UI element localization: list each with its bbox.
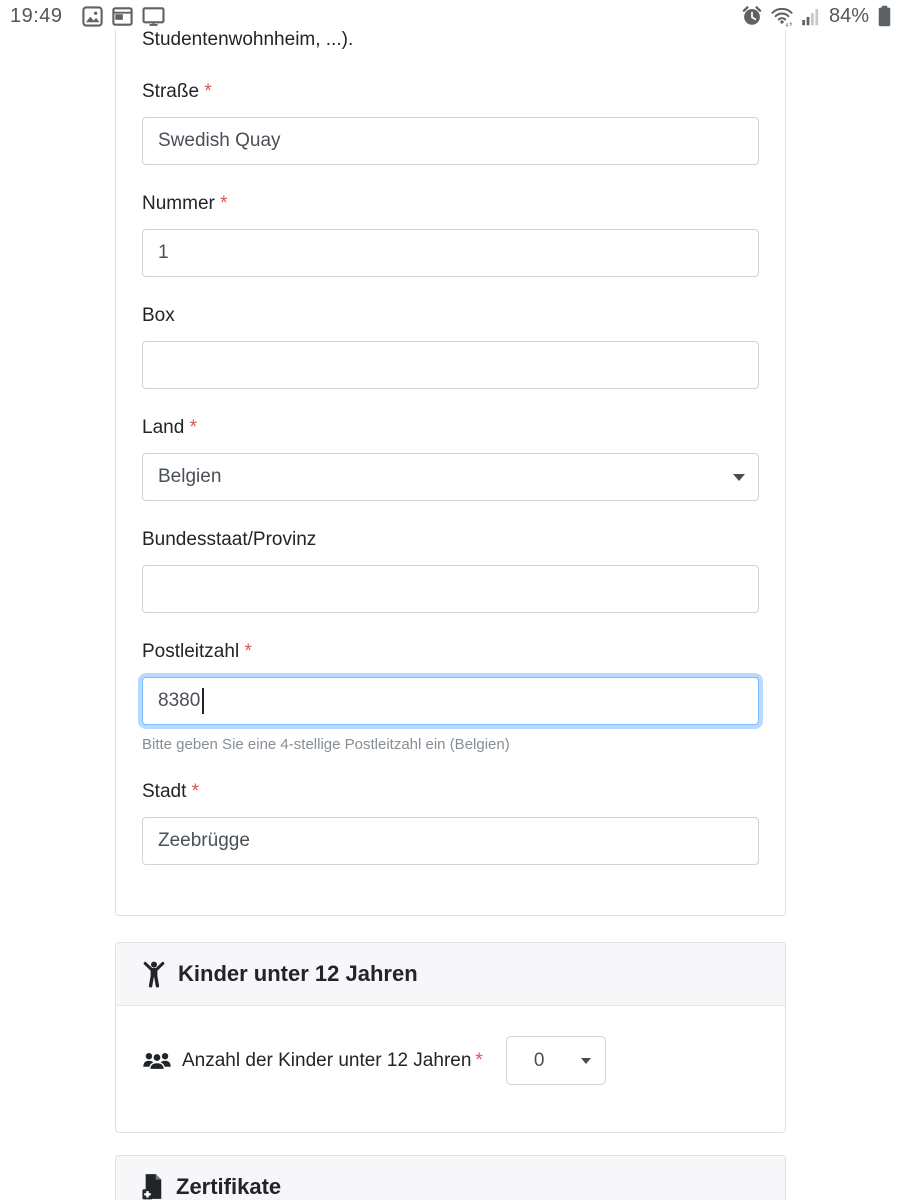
- certificates-card: [115, 1155, 786, 1200]
- chevron-down-icon: [581, 1058, 591, 1064]
- children-card-header: [116, 943, 785, 1006]
- city-label: Stadt *: [142, 781, 200, 802]
- children-count-select[interactable]: [506, 1036, 606, 1085]
- postal-code-helper-text: Bitte geben Sie eine 4-stellige Postleitzahl ein (Belgien): [142, 736, 510, 753]
- required-asterisk: *: [191, 781, 200, 802]
- required-asterisk: *: [220, 193, 228, 214]
- required-asterisk: *: [244, 641, 252, 662]
- photo-icon: [82, 6, 103, 27]
- clock-time: 19:49: [10, 4, 63, 27]
- field-number: [142, 193, 759, 277]
- required-asterisk: *: [475, 1049, 483, 1071]
- monitor-icon: [142, 6, 165, 27]
- required-asterisk: *: [189, 417, 197, 438]
- file-plus-icon: [142, 1173, 164, 1200]
- users-icon: [142, 1049, 172, 1072]
- address-form-card: [115, 30, 786, 916]
- window-icon: [112, 6, 133, 27]
- number-input[interactable]: [142, 229, 759, 277]
- field-street: [142, 81, 759, 165]
- state-input[interactable]: [142, 565, 759, 613]
- field-box: [142, 305, 759, 389]
- certificates-card-title: Zertifikate: [176, 1174, 282, 1199]
- status-bar-right: [741, 5, 892, 28]
- postal-code-input[interactable]: [142, 677, 759, 725]
- city-input[interactable]: [142, 817, 759, 865]
- postal-code-label: Postleitzahl *: [142, 641, 252, 662]
- field-postal-code: [142, 641, 759, 753]
- children-count-label: Anzahl der Kinder unter 12 Jahren *: [182, 1049, 483, 1071]
- street-label: Straße *: [142, 81, 212, 102]
- children-count-value: 0: [533, 1049, 545, 1071]
- chevron-down-icon: [733, 474, 745, 481]
- required-asterisk: *: [204, 81, 212, 102]
- field-city: [142, 781, 759, 865]
- country-select-value: Belgien: [158, 466, 222, 487]
- status-bar: [0, 0, 900, 30]
- alarm-icon: [741, 5, 763, 27]
- number-label: Nummer *: [142, 193, 228, 214]
- battery-percent: 84%: [828, 4, 869, 27]
- children-card-title: Kinder unter 12 Jahren: [178, 961, 418, 986]
- field-state: [142, 529, 759, 613]
- children-count-row: [142, 1036, 759, 1085]
- signal-icon: [801, 6, 821, 27]
- state-label: Bundesstaat/Provinz: [142, 529, 317, 550]
- intro-text-tail: Studentenwohnheim, ...).: [142, 29, 354, 50]
- certificates-card-header: [116, 1156, 785, 1200]
- children-card: [115, 942, 786, 1133]
- wifi-icon: [770, 5, 794, 27]
- battery-icon: [877, 5, 892, 27]
- children-card-body: [116, 1006, 785, 1132]
- country-label: Land *: [142, 417, 197, 438]
- field-country: [142, 417, 759, 501]
- box-label: Box: [142, 305, 175, 326]
- status-bar-left: [10, 5, 165, 28]
- street-input[interactable]: [142, 117, 759, 165]
- text-caret: [202, 688, 204, 714]
- child-icon: [142, 960, 166, 988]
- box-input[interactable]: [142, 341, 759, 389]
- country-select[interactable]: [142, 453, 759, 501]
